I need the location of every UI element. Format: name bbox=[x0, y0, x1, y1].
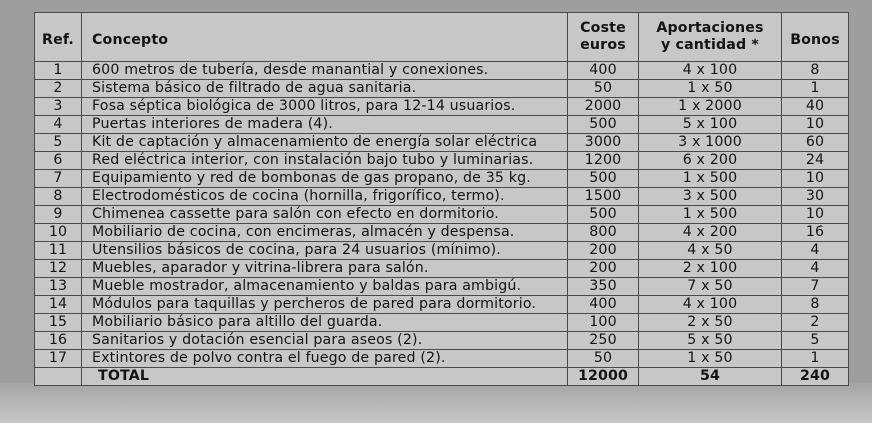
cell-coste: 800 bbox=[568, 224, 639, 242]
cell-bonos: 24 bbox=[782, 152, 849, 170]
cell-concepto: Fosa séptica biológica de 3000 litros, para 12-14 usuarios. bbox=[82, 98, 568, 116]
cell-concepto: Extintores de polvo contra el fuego de pared (2). bbox=[82, 350, 568, 368]
cell-aportaciones: 1 x 500 bbox=[639, 206, 782, 224]
cell-aportaciones: 4 x 200 bbox=[639, 224, 782, 242]
table-row bbox=[35, 116, 849, 134]
cell-ref: 15 bbox=[35, 314, 82, 332]
table-row bbox=[35, 278, 849, 296]
header-concepto: Concepto bbox=[82, 13, 568, 62]
cell-concepto: Puertas interiores de madera (4). bbox=[82, 116, 568, 134]
cell-coste: 100 bbox=[568, 314, 639, 332]
cell-ref: 1 bbox=[35, 62, 82, 80]
cell-coste: 1500 bbox=[568, 188, 639, 206]
cell-bonos: 16 bbox=[782, 224, 849, 242]
table-row bbox=[35, 98, 849, 116]
cell-concepto: Mueble mostrador, almacenamiento y baldas para ambigú. bbox=[82, 278, 568, 296]
cell-aportaciones: 1 x 50 bbox=[639, 80, 782, 98]
header-coste bbox=[568, 13, 639, 62]
cell-bonos: 40 bbox=[782, 98, 849, 116]
header-coste-line2: euros bbox=[580, 37, 626, 53]
cell-coste: 200 bbox=[568, 242, 639, 260]
table-row bbox=[35, 224, 849, 242]
cell-bonos: 7 bbox=[782, 278, 849, 296]
cell-ref: 14 bbox=[35, 296, 82, 314]
cell-coste: 50 bbox=[568, 350, 639, 368]
table-footer bbox=[35, 368, 849, 386]
cell-bonos: 4 bbox=[782, 242, 849, 260]
total-aportaciones: 54 bbox=[639, 368, 782, 386]
table-row bbox=[35, 350, 849, 368]
table-row bbox=[35, 134, 849, 152]
cell-concepto: Mobiliario básico para altillo del guarda. bbox=[82, 314, 568, 332]
cell-coste: 500 bbox=[568, 206, 639, 224]
cell-ref: 9 bbox=[35, 206, 82, 224]
cell-ref: 10 bbox=[35, 224, 82, 242]
cell-bonos: 8 bbox=[782, 296, 849, 314]
cell-concepto: Módulos para taquillas y percheros de pared para dormitorio. bbox=[82, 296, 568, 314]
cell-coste: 400 bbox=[568, 296, 639, 314]
cell-concepto: 600 metros de tubería, desde manantial y conexiones. bbox=[82, 62, 568, 80]
total-ref-cell bbox=[35, 368, 82, 386]
cell-coste: 250 bbox=[568, 332, 639, 350]
cell-bonos: 4 bbox=[782, 260, 849, 278]
cell-ref: 7 bbox=[35, 170, 82, 188]
total-row bbox=[35, 368, 849, 386]
header-aportaciones-line1: Aportaciones bbox=[656, 20, 764, 36]
cell-bonos: 1 bbox=[782, 80, 849, 98]
cell-bonos: 30 bbox=[782, 188, 849, 206]
cell-aportaciones: 1 x 2000 bbox=[639, 98, 782, 116]
cell-bonos: 2 bbox=[782, 314, 849, 332]
table-body bbox=[35, 62, 849, 368]
cell-bonos: 8 bbox=[782, 62, 849, 80]
cell-coste: 200 bbox=[568, 260, 639, 278]
cell-ref: 6 bbox=[35, 152, 82, 170]
cell-coste: 400 bbox=[568, 62, 639, 80]
table-row bbox=[35, 296, 849, 314]
table-row bbox=[35, 80, 849, 98]
table-row bbox=[35, 188, 849, 206]
cell-bonos: 1 bbox=[782, 350, 849, 368]
table-row bbox=[35, 332, 849, 350]
header-ref: Ref. bbox=[35, 13, 82, 62]
cell-concepto: Electrodomésticos de cocina (hornilla, frigorífico, termo). bbox=[82, 188, 568, 206]
table-row bbox=[35, 62, 849, 80]
cell-ref: 8 bbox=[35, 188, 82, 206]
table-row bbox=[35, 206, 849, 224]
cell-ref: 3 bbox=[35, 98, 82, 116]
total-bonos: 240 bbox=[782, 368, 849, 386]
cell-concepto: Muebles, aparador y vitrina-librera para salón. bbox=[82, 260, 568, 278]
header-aportaciones bbox=[639, 13, 782, 62]
cell-ref: 13 bbox=[35, 278, 82, 296]
cell-coste: 3000 bbox=[568, 134, 639, 152]
cell-coste: 50 bbox=[568, 80, 639, 98]
cell-bonos: 10 bbox=[782, 116, 849, 134]
cell-concepto: Sanitarios y dotación esencial para aseos (2). bbox=[82, 332, 568, 350]
cell-coste: 500 bbox=[568, 170, 639, 188]
header-bonos: Bonos bbox=[782, 13, 849, 62]
cell-ref: 2 bbox=[35, 80, 82, 98]
cell-aportaciones: 6 x 200 bbox=[639, 152, 782, 170]
cell-ref: 12 bbox=[35, 260, 82, 278]
cell-aportaciones: 5 x 50 bbox=[639, 332, 782, 350]
cell-ref: 17 bbox=[35, 350, 82, 368]
cell-coste: 500 bbox=[568, 116, 639, 134]
cell-ref: 16 bbox=[35, 332, 82, 350]
cell-concepto: Equipamiento y red de bombonas de gas propano, de 35 kg. bbox=[82, 170, 568, 188]
header-aportaciones-line2: y cantidad * bbox=[661, 37, 759, 53]
background-decoration bbox=[0, 383, 872, 423]
cell-coste: 1200 bbox=[568, 152, 639, 170]
cell-ref: 11 bbox=[35, 242, 82, 260]
cell-coste: 2000 bbox=[568, 98, 639, 116]
cell-aportaciones: 3 x 1000 bbox=[639, 134, 782, 152]
cell-aportaciones: 2 x 50 bbox=[639, 314, 782, 332]
cell-bonos: 10 bbox=[782, 206, 849, 224]
total-label: TOTAL bbox=[82, 368, 568, 386]
cell-aportaciones: 4 x 100 bbox=[639, 296, 782, 314]
table-row bbox=[35, 314, 849, 332]
table-row bbox=[35, 242, 849, 260]
cell-ref: 5 bbox=[35, 134, 82, 152]
cell-ref: 4 bbox=[35, 116, 82, 134]
table-row bbox=[35, 170, 849, 188]
cell-aportaciones: 7 x 50 bbox=[639, 278, 782, 296]
cell-aportaciones: 1 x 50 bbox=[639, 350, 782, 368]
cell-aportaciones: 1 x 500 bbox=[639, 170, 782, 188]
cell-bonos: 60 bbox=[782, 134, 849, 152]
cell-bonos: 10 bbox=[782, 170, 849, 188]
cell-concepto: Chimenea cassette para salón con efecto en dormitorio. bbox=[82, 206, 568, 224]
table-header bbox=[35, 13, 849, 62]
header-coste-line1: Coste bbox=[580, 20, 626, 36]
cell-bonos: 5 bbox=[782, 332, 849, 350]
total-coste: 12000 bbox=[568, 368, 639, 386]
table-row bbox=[35, 152, 849, 170]
cell-aportaciones: 4 x 50 bbox=[639, 242, 782, 260]
cell-concepto: Red eléctrica interior, con instalación bajo tubo y luminarias. bbox=[82, 152, 568, 170]
cell-concepto: Kit de captación y almacenamiento de energía solar eléctrica bbox=[82, 134, 568, 152]
table-row bbox=[35, 260, 849, 278]
cell-aportaciones: 4 x 100 bbox=[639, 62, 782, 80]
cell-concepto: Sistema básico de filtrado de agua sanitaria. bbox=[82, 80, 568, 98]
cell-aportaciones: 3 x 500 bbox=[639, 188, 782, 206]
cell-aportaciones: 5 x 100 bbox=[639, 116, 782, 134]
budget-table bbox=[34, 12, 849, 386]
cell-concepto: Mobiliario de cocina, con encimeras, almacén y despensa. bbox=[82, 224, 568, 242]
cell-coste: 350 bbox=[568, 278, 639, 296]
cell-concepto: Utensilios básicos de cocina, para 24 usuarios (mínimo). bbox=[82, 242, 568, 260]
cell-aportaciones: 2 x 100 bbox=[639, 260, 782, 278]
